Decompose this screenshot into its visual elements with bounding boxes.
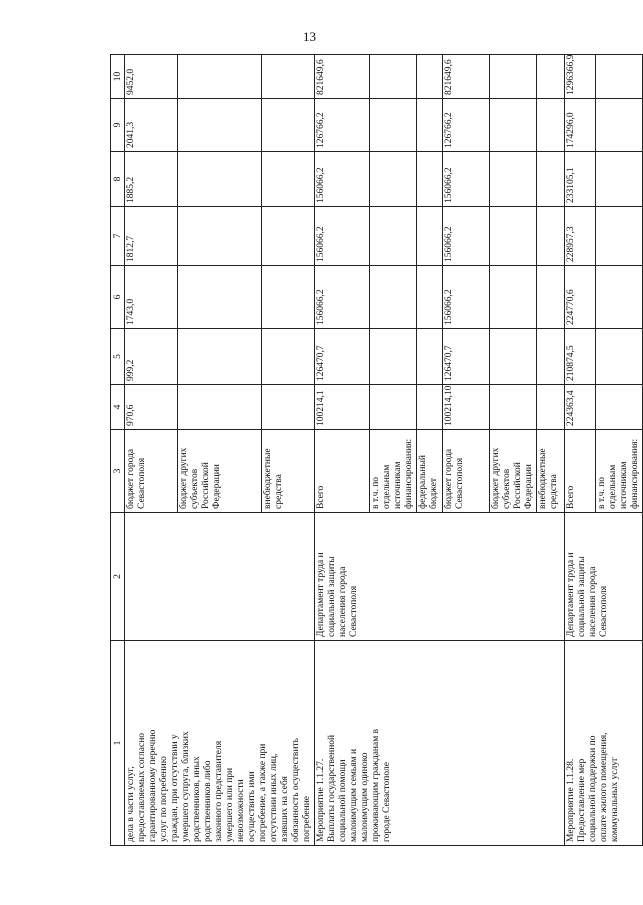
value-cell-col-7 [177,207,262,266]
executor-cell-line: населения города [338,566,348,637]
value-cell-col-4 [177,385,262,430]
funding-source-cell-line: отдельным [608,464,618,509]
funding-source-cell [537,430,565,513]
value-cell-col-10: 9452,0 [125,55,178,99]
column-header-3: 3 [111,430,125,513]
value-cell-col-7 [537,207,565,266]
funding-source-cell-line: бюджет города [126,448,136,509]
value-cell-col-9: 2041,3 [125,99,178,152]
column-header-10: 10 [111,55,125,99]
activity-cell-line: малоимущим одиноко [360,752,370,842]
value-cell-col-4: 100214,10 [443,385,490,430]
activity-cell-line: умершего или при [225,767,235,842]
funding-source-cell [315,430,370,513]
funding-source-cell-line: Российской [200,462,211,509]
value-cell-col-9 [370,99,417,152]
value-cell-col-6 [596,266,643,329]
value-cell-col-6 [177,266,262,329]
funding-source-cell [370,430,417,513]
value-cell-col-10: 821649,6 [315,55,370,99]
funding-source-cell [125,430,178,513]
funding-source-cell-line: Российской [513,462,523,509]
activity-cell [125,641,315,846]
funding-source-cell [177,430,262,513]
value-cell-col-5 [370,329,417,385]
value-cell-col-5 [596,329,643,385]
table-row [315,55,370,846]
activity-cell-line: невозможности [236,779,246,842]
value-cell-col-8 [262,152,315,207]
executor-cell-line: социальной защиты [577,556,587,637]
value-cell-col-8 [596,152,643,207]
value-cell-col-6: 1743,0 [125,266,178,329]
budget-table [110,54,643,846]
value-cell-col-10: 1296366,9 [565,55,596,99]
funding-source-cell [596,430,643,513]
activity-cell-line: проживающим гражданам в [371,728,381,842]
executor-cell-line: Департамент труда и [566,552,576,637]
value-cell-col-9 [490,99,537,152]
funding-source-cell-line: бюджет других [178,447,189,509]
value-cell-col-9 [417,99,443,152]
value-cell-col-9 [177,99,262,152]
funding-source-cell-line: бюджет города [444,448,454,509]
value-cell-col-6 [417,266,443,329]
value-cell-col-7: 156066,2 [315,207,370,266]
value-cell-col-5: 126470,7 [315,329,370,385]
funding-source-cell [262,430,315,513]
value-cell-col-5: 126470,7 [443,329,490,385]
header-row [111,55,125,846]
value-cell-col-7 [490,207,537,266]
activity-cell-line: обязанность осуществить [291,738,301,842]
value-cell-col-7: 1812,7 [125,207,178,266]
funding-source-cell-line: Всего [316,485,326,509]
value-cell-col-8: 233105,1 [565,152,596,207]
value-cell-col-7 [262,207,315,266]
activity-cell-line: отсутствии иных лиц, [269,753,279,842]
rotated-table-container [110,54,640,846]
value-cell-col-8: 1885,2 [125,152,178,207]
value-cell-col-9 [596,99,643,152]
funding-source-cell-line: средства [274,474,285,509]
executor-cell-line: Севастополя [599,585,609,637]
value-cell-col-7: 228957,3 [565,207,596,266]
column-header-7: 7 [111,207,125,266]
value-cell-col-8 [537,152,565,207]
value-cell-col-5: 210874,5 [565,329,596,385]
value-cell-col-4 [596,385,643,430]
table-row [125,55,178,846]
value-cell-col-10 [262,55,315,99]
funding-source-cell [417,430,443,513]
executor-cell-line: Департамент труда и [316,552,326,637]
value-cell-col-7 [370,207,417,266]
funding-source-cell-line: в т.ч. по [371,476,381,509]
value-cell-col-4 [537,385,565,430]
value-cell-col-10 [490,55,537,99]
value-cell-col-4: 224363,4 [565,385,596,430]
funding-source-cell-line: источникам [393,461,403,509]
activity-cell-line: умершего супруга, близких [181,731,191,842]
value-cell-col-8 [490,152,537,207]
activity-cell-line: городе Севастополе [382,762,392,842]
funding-source-cell-line: финансирования: [630,438,640,509]
activity-cell-line: погребение [302,795,312,842]
funding-source-cell-line: внебюджетные [263,448,274,509]
funding-source-cell-line: средства [549,474,559,509]
funding-source-cell [443,430,490,513]
value-cell-col-5 [177,329,262,385]
value-cell-col-5 [537,329,565,385]
value-cell-col-4 [370,385,417,430]
activity-cell-line: услуг по погребению [159,756,169,842]
funding-source-cell-line: финансирования: [404,438,414,509]
funding-source-cell-line: Федерации [211,464,222,509]
value-cell-col-8: 156066,2 [443,152,490,207]
value-cell-col-5 [490,329,537,385]
funding-source-cell-line: Федерации [524,464,534,509]
value-cell-col-9: 126766,2 [443,99,490,152]
funding-source-cell-line: Севастополя [455,457,465,509]
activity-cell-line: граждан, при отсутствии у [170,734,180,842]
activity-cell-line: социальной поддержки по [588,735,598,842]
value-cell-col-7 [596,207,643,266]
value-cell-col-4 [490,385,537,430]
activity-cell-line: осуществить ими [247,771,257,842]
activity-cell-line: погребение, а также при [258,743,268,842]
activity-cell-line: законного представителя [214,740,224,842]
column-header-1: 1 [111,641,125,846]
value-cell-col-6: 156066,2 [315,266,370,329]
value-cell-col-7: 156066,2 [443,207,490,266]
column-header-2: 2 [111,513,125,641]
activity-cell-line: взявших на себя [280,776,290,842]
funding-source-cell-line: субъектов [189,468,200,509]
value-cell-col-6 [262,266,315,329]
funding-source-cell-line: отдельным [382,464,392,509]
executor-cell [565,513,643,641]
value-cell-col-10: 821649,6 [443,55,490,99]
value-cell-col-4 [262,385,315,430]
executor-cell-line: населения города [588,566,598,637]
value-cell-col-8 [177,152,262,207]
value-cell-col-10 [417,55,443,99]
activity-cell-line: оплате жилого помещения, [599,732,609,842]
value-cell-col-6 [490,266,537,329]
value-cell-col-5 [417,329,443,385]
funding-source-cell-line: субъектов [502,468,512,509]
value-cell-col-8: 156066,2 [315,152,370,207]
activity-cell-line: гарантированному перечню [148,729,158,842]
column-header-6: 6 [111,266,125,329]
value-cell-col-9 [537,99,565,152]
value-cell-col-4: 970,6 [125,385,178,430]
activity-cell [315,641,565,846]
executor-cell [125,513,315,641]
column-header-5: 5 [111,329,125,385]
funding-source-cell-line: бюджет других [491,447,501,509]
activity-cell-line: родственников, иных [192,756,202,842]
value-cell-col-10 [177,55,262,99]
activity-cell-line: родственников либо [203,760,213,842]
value-cell-col-4 [417,385,443,430]
activity-cell-line: Выплаты государственной [327,734,337,842]
value-cell-col-7 [417,207,443,266]
page-number: 13 [303,29,316,44]
activity-cell-line: Мероприятие 1.1.27. [316,758,326,842]
funding-source-cell-line: Всего [566,485,576,509]
value-cell-col-10 [537,55,565,99]
value-cell-col-5 [262,329,315,385]
activity-cell-line: коммунальных услуг [610,757,620,842]
funding-source-cell-line: Севастополя [137,457,147,509]
activity-cell-line: предоставляемых согласно [137,732,147,842]
column-header-8: 8 [111,152,125,207]
value-cell-col-5: 999,2 [125,329,178,385]
executor-cell [315,513,565,641]
value-cell-col-6: 224770,6 [565,266,596,329]
column-header-4: 4 [111,385,125,430]
activity-cell-line: малоимущим семьям и [349,748,359,842]
activity-cell-line: социальной помощи [338,759,348,842]
value-cell-col-9: 174296,0 [565,99,596,152]
value-cell-col-8 [370,152,417,207]
table-row [565,55,596,846]
funding-source-cell-line: бюджет [429,477,439,509]
value-cell-col-8 [417,152,443,207]
executor-cell-line: Севастополя [349,585,359,637]
value-cell-col-4: 100214,1 [315,385,370,430]
value-cell-col-10 [370,55,417,99]
value-cell-col-6 [537,266,565,329]
value-cell-col-9 [262,99,315,152]
activity-cell-line: Мероприятие 1.1.28. [566,758,576,842]
table-body [111,55,643,846]
funding-source-cell-line: источникам [619,461,629,509]
activity-cell-line: дела в части услуг, [126,766,136,842]
funding-source-cell-line: внебюджетные [538,448,548,509]
activity-cell [565,641,643,846]
activity-cell-line: Предоставление мер [577,758,587,842]
value-cell-col-10 [596,55,643,99]
value-cell-col-9: 126766,2 [315,99,370,152]
funding-source-cell [490,430,537,513]
funding-source-cell-line: в т.ч. по [597,476,607,509]
value-cell-col-6: 156066,2 [443,266,490,329]
column-header-9: 9 [111,99,125,152]
funding-source-cell-line: федеральный [418,455,428,509]
funding-source-cell [565,430,596,513]
executor-cell-line: социальной защиты [327,556,337,637]
value-cell-col-6 [370,266,417,329]
